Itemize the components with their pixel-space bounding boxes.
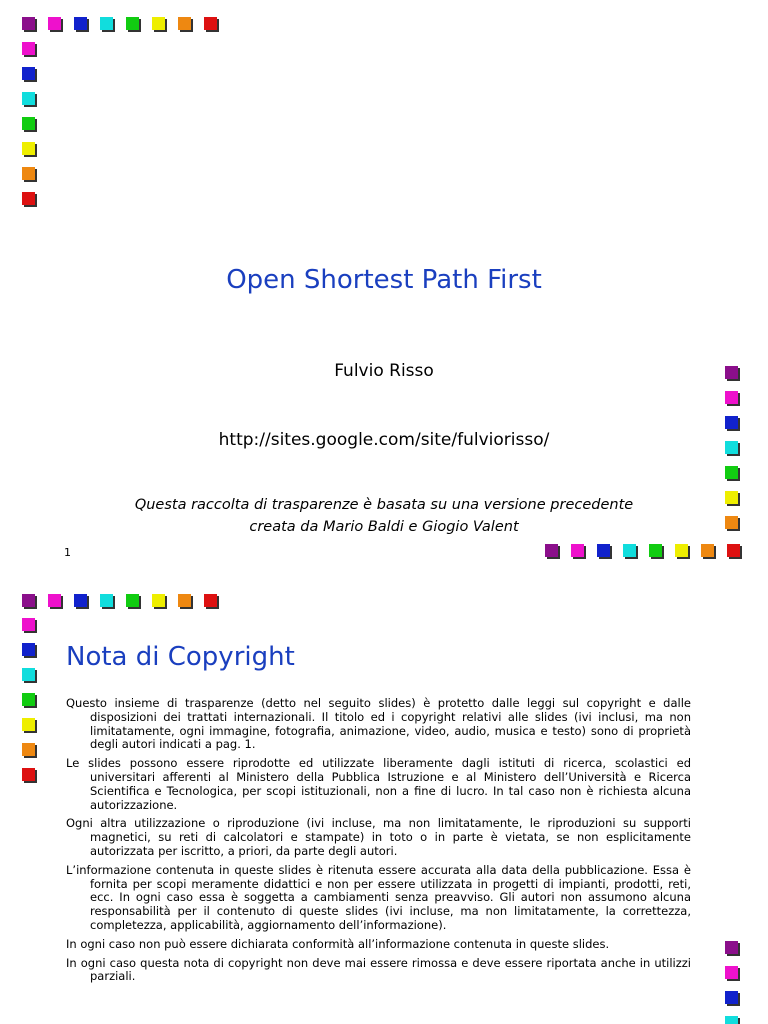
decor-square <box>204 17 217 30</box>
decor-square <box>126 17 139 30</box>
author-name: Fulvio Risso <box>334 361 434 381</box>
decor-square <box>22 17 35 30</box>
decor-squares-top <box>22 17 230 30</box>
decor-square <box>22 768 35 781</box>
copyright-paragraph: Le slides possono essere riprodotte ed utilizzate liberamente dagli istituti di ricerca, scolastici ed universitari afferenti al Ministero della Pubblica Istruzione e al Ministero dell’Università e Ricerca Scientifica e Tecnologica, per scopi istituzionali, non a fine di lucro. In tal caso non è richiesta alcuna autorizzazione. <box>66 756 691 812</box>
decor-square <box>22 594 35 607</box>
decor-square <box>22 142 35 155</box>
decor-square <box>725 941 738 954</box>
slide-title: Nota di Copyright <box>66 642 295 672</box>
decor-square <box>545 544 558 557</box>
decor-square <box>22 192 35 205</box>
decor-squares-left <box>22 618 35 793</box>
decor-square <box>22 167 35 180</box>
page-number: 1 <box>64 546 71 559</box>
decor-square <box>126 594 139 607</box>
decor-square <box>727 544 740 557</box>
decor-square <box>178 17 191 30</box>
decor-square <box>22 743 35 756</box>
credit-note-line: Questa raccolta di trasparenze è basata su una versione precedente <box>134 497 634 513</box>
decor-square <box>725 466 738 479</box>
decor-square <box>701 544 714 557</box>
decor-squares-bottom <box>545 544 753 557</box>
copyright-paragraph: L’informazione contenuta in queste slides è ritenuta essere accurata alla data della pubblicazione. Essa è fornita per scopi meramente didattici e non per essere utilizzata in progetti di impianti, prodotti, reti, ecc. In ogni caso essa è soggetta a cambiamenti senza preavviso. Gli autori non assumono alcuna responsabilità per il contenuto di queste slides (ivi incluse, ma non limitatamente, la correttezza, completezza, applicabilità, aggiornamento dell’informazione). <box>66 862 691 932</box>
decor-squares-left <box>22 42 35 217</box>
decor-square <box>74 594 87 607</box>
decor-square <box>725 416 738 429</box>
decor-square <box>623 544 636 557</box>
decor-square <box>100 594 113 607</box>
decor-square <box>22 643 35 656</box>
decor-square <box>152 594 165 607</box>
copyright-paragraph: In ogni caso questa nota di copyright non deve mai essere rimossa e deve essere riportata anche in utilizzi parziali. <box>66 955 691 984</box>
decor-square <box>22 92 35 105</box>
decor-squares-right <box>725 941 738 1024</box>
decor-square <box>675 544 688 557</box>
decor-square <box>74 17 87 30</box>
copyright-paragraph: Ogni altra utilizzazione o riproduzione (ivi incluse, ma non limitatamente, le riproduzioni su supporti magnetici, su reti di calcolatori e stampate) in toto o in parte è vietata, se non esplicitamente autorizzata per iscritto, a priori, da parte degli autori. <box>66 816 691 858</box>
decor-square <box>22 718 35 731</box>
decor-square <box>597 544 610 557</box>
copyright-paragraph: In ogni caso non può essere dichiarata conformità all’informazione contenuta in queste slides. <box>66 936 610 951</box>
decor-square <box>725 966 738 979</box>
decor-square <box>725 1016 738 1024</box>
credit-note <box>0 494 768 538</box>
decor-square <box>48 594 61 607</box>
copyright-slide <box>0 578 768 1024</box>
decor-square <box>22 67 35 80</box>
decor-square <box>22 42 35 55</box>
credit-note-line: creata da Mario Baldi e Giogio Valent <box>249 519 519 535</box>
decor-square <box>22 117 35 130</box>
copyright-paragraph: Questo insieme di trasparenze (detto nel seguito slides) è protetto dalle leggi sul copyright e dalle disposizioni dei trattati internazionali. Il titolo ed i copyright relativi alle slides (ivi inclusi, ma non limitatamente, ogni immagine, fotografia, animazione, video, audio, musica e testo) sono di proprietà degli autori indicati a pag. 1. <box>66 696 691 752</box>
decor-square <box>178 594 191 607</box>
decor-squares-top <box>22 594 230 607</box>
decor-square <box>649 544 662 557</box>
author-url: http://sites.google.com/site/fulviorisso/ <box>218 430 550 450</box>
slide-title: Open Shortest Path First <box>226 265 542 295</box>
decor-square <box>152 17 165 30</box>
copyright-text <box>66 697 691 989</box>
decor-square <box>22 693 35 706</box>
decor-square <box>725 991 738 1004</box>
decor-square <box>22 668 35 681</box>
decor-square <box>571 544 584 557</box>
decor-square <box>48 17 61 30</box>
decor-square <box>22 618 35 631</box>
decor-square <box>100 17 113 30</box>
decor-square <box>725 391 738 404</box>
decor-square <box>204 594 217 607</box>
